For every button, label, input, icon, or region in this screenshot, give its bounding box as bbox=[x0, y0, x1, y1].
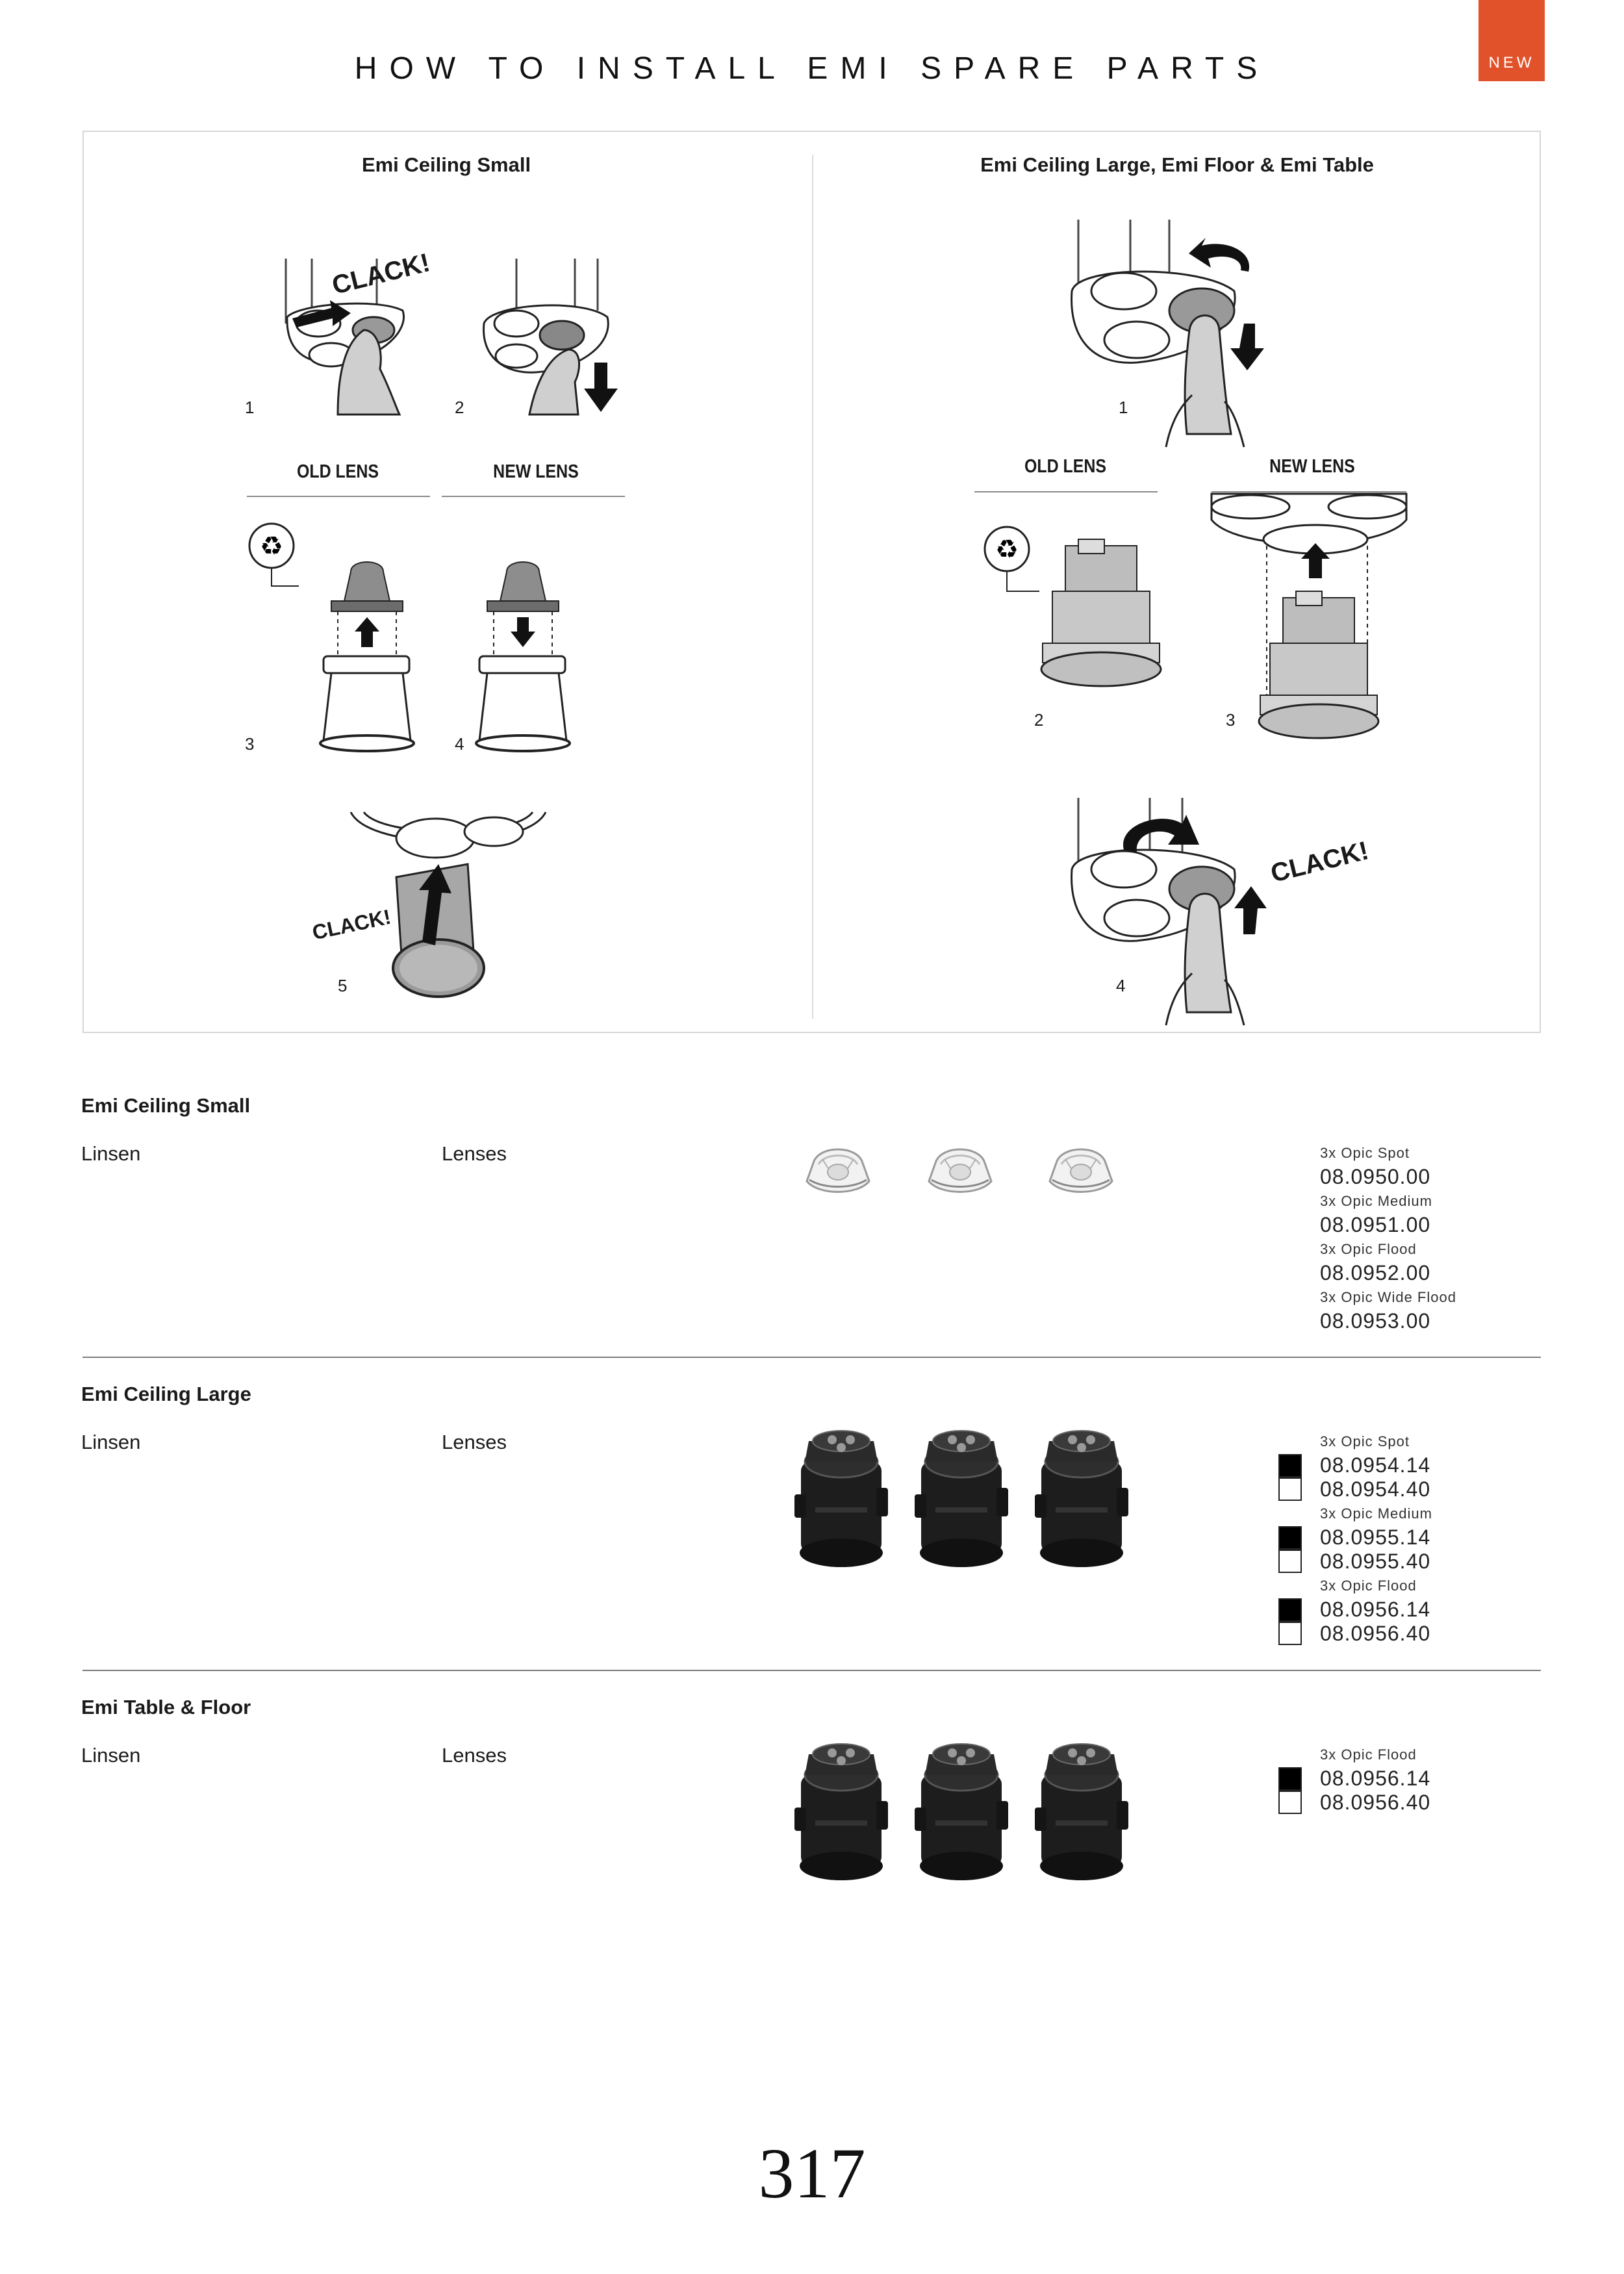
svg-text:♻: ♻ bbox=[260, 531, 283, 561]
left-old-lens-label: OLD LENS bbox=[296, 461, 379, 482]
step-number-4: 4 bbox=[455, 734, 464, 754]
black-lens-image bbox=[1035, 1744, 1128, 1880]
label-en-ceiling-small: Lenses bbox=[442, 1142, 507, 1165]
step-number-2: 2 bbox=[455, 398, 464, 417]
right-step2-3-illustration bbox=[981, 494, 1423, 741]
page-number: 317 bbox=[758, 2134, 866, 2213]
right-old-lens-label: OLD LENS bbox=[1024, 456, 1107, 477]
product-name: 3x Opic Wide Flood bbox=[1320, 1289, 1456, 1305]
section-separator bbox=[82, 1357, 1541, 1358]
color-swatch-black bbox=[1278, 1598, 1302, 1622]
section-separator bbox=[82, 1670, 1541, 1671]
color-swatch-white bbox=[1278, 1791, 1302, 1814]
color-swatch-black bbox=[1278, 1454, 1302, 1477]
product-name: 3x Opic Medium bbox=[1320, 1505, 1432, 1522]
black-lens-image bbox=[915, 1431, 1008, 1567]
section-title-ceiling-large: Emi Ceiling Large bbox=[81, 1383, 251, 1405]
right-step1-illustration bbox=[1072, 220, 1280, 415]
left-old-lens-rule bbox=[247, 496, 430, 497]
clear-lens-image bbox=[807, 1149, 869, 1192]
product-code: 08.0954.40 bbox=[1320, 1477, 1431, 1501]
product-code: 08.0955.40 bbox=[1320, 1550, 1431, 1573]
right-step4-illustration bbox=[1072, 798, 1280, 993]
right-step-number-2: 2 bbox=[1034, 710, 1044, 730]
clack-label-step1: CLACK! bbox=[329, 248, 433, 300]
new-badge: NEW bbox=[1478, 0, 1545, 81]
right-old-lens-rule bbox=[974, 491, 1158, 492]
product-code: 08.0956.40 bbox=[1320, 1791, 1431, 1814]
product-code: 08.0956.14 bbox=[1320, 1598, 1431, 1621]
right-new-lens-rule bbox=[1212, 491, 1406, 492]
color-swatch-white bbox=[1278, 1477, 1302, 1501]
right-instructions-heading: Emi Ceiling Large, Emi Floor & Emi Table bbox=[980, 153, 1374, 176]
label-de-table-floor: Linsen bbox=[81, 1744, 141, 1767]
clack-label-step5: CLACK! bbox=[310, 904, 393, 945]
step-number-5: 5 bbox=[338, 976, 348, 995]
product-code: 08.0951.00 bbox=[1320, 1213, 1431, 1236]
black-lens-images bbox=[793, 1429, 1130, 1572]
product-name: 3x Opic Flood bbox=[1320, 1578, 1417, 1594]
product-code: 08.0956.14 bbox=[1320, 1767, 1431, 1790]
step-number-1: 1 bbox=[245, 398, 255, 417]
product-name: 3x Opic Spot bbox=[1320, 1145, 1410, 1161]
label-en-ceiling-large: Lenses bbox=[442, 1431, 507, 1453]
label-en-table-floor: Lenses bbox=[442, 1744, 507, 1767]
section-title-table-floor: Emi Table & Floor bbox=[81, 1696, 251, 1718]
left-instructions-heading: Emi Ceiling Small bbox=[361, 153, 531, 176]
color-swatch-white bbox=[1278, 1550, 1302, 1573]
svg-text:♻: ♻ bbox=[995, 535, 1019, 565]
black-lens-image bbox=[794, 1744, 888, 1880]
step2-illustration bbox=[477, 259, 627, 415]
black-lens-images bbox=[793, 1743, 1130, 1885]
step-number-3: 3 bbox=[245, 734, 255, 754]
step3-4-illustration bbox=[247, 520, 611, 760]
product-code: 08.0950.00 bbox=[1320, 1165, 1431, 1188]
label-de-ceiling-large: Linsen bbox=[81, 1431, 141, 1453]
product-code: 08.0956.40 bbox=[1320, 1622, 1431, 1645]
right-step-number-4: 4 bbox=[1116, 976, 1126, 995]
product-name: 3x Opic Spot bbox=[1320, 1433, 1410, 1450]
label-de-ceiling-small: Linsen bbox=[81, 1142, 141, 1165]
black-lens-image bbox=[1035, 1431, 1128, 1567]
black-lens-image bbox=[794, 1431, 888, 1567]
recycle-icon-right bbox=[985, 527, 1039, 591]
black-lens-image bbox=[915, 1744, 1008, 1880]
product-name: 3x Opic Flood bbox=[1320, 1746, 1417, 1763]
section-title-ceiling-small: Emi Ceiling Small bbox=[81, 1094, 251, 1117]
instructions-divider bbox=[812, 155, 813, 1019]
clack-label-right-step4: CLACK! bbox=[1267, 836, 1372, 888]
color-swatch-white bbox=[1278, 1622, 1302, 1645]
left-new-lens-rule bbox=[442, 496, 625, 497]
right-step-number-1: 1 bbox=[1119, 398, 1128, 417]
product-code: 08.0954.14 bbox=[1320, 1453, 1431, 1477]
product-name: 3x Opic Flood bbox=[1320, 1241, 1417, 1257]
step5-illustration bbox=[344, 812, 552, 1001]
product-code: 08.0952.00 bbox=[1320, 1261, 1431, 1284]
right-new-lens-label: NEW LENS bbox=[1269, 456, 1355, 477]
clear-lens-image bbox=[929, 1149, 991, 1192]
color-swatch-black bbox=[1278, 1767, 1302, 1791]
clear-lens-images bbox=[793, 1134, 1130, 1212]
page-title: HOW TO INSTALL EMI SPARE PARTS bbox=[354, 51, 1270, 86]
left-new-lens-label: NEW LENS bbox=[493, 461, 579, 482]
right-step-number-3: 3 bbox=[1226, 710, 1236, 730]
recycle-icon bbox=[249, 524, 299, 586]
product-code: 08.0953.00 bbox=[1320, 1309, 1431, 1333]
color-swatch-black bbox=[1278, 1526, 1302, 1550]
product-code: 08.0955.14 bbox=[1320, 1526, 1431, 1549]
clear-lens-image bbox=[1050, 1149, 1112, 1192]
product-name: 3x Opic Medium bbox=[1320, 1193, 1432, 1209]
